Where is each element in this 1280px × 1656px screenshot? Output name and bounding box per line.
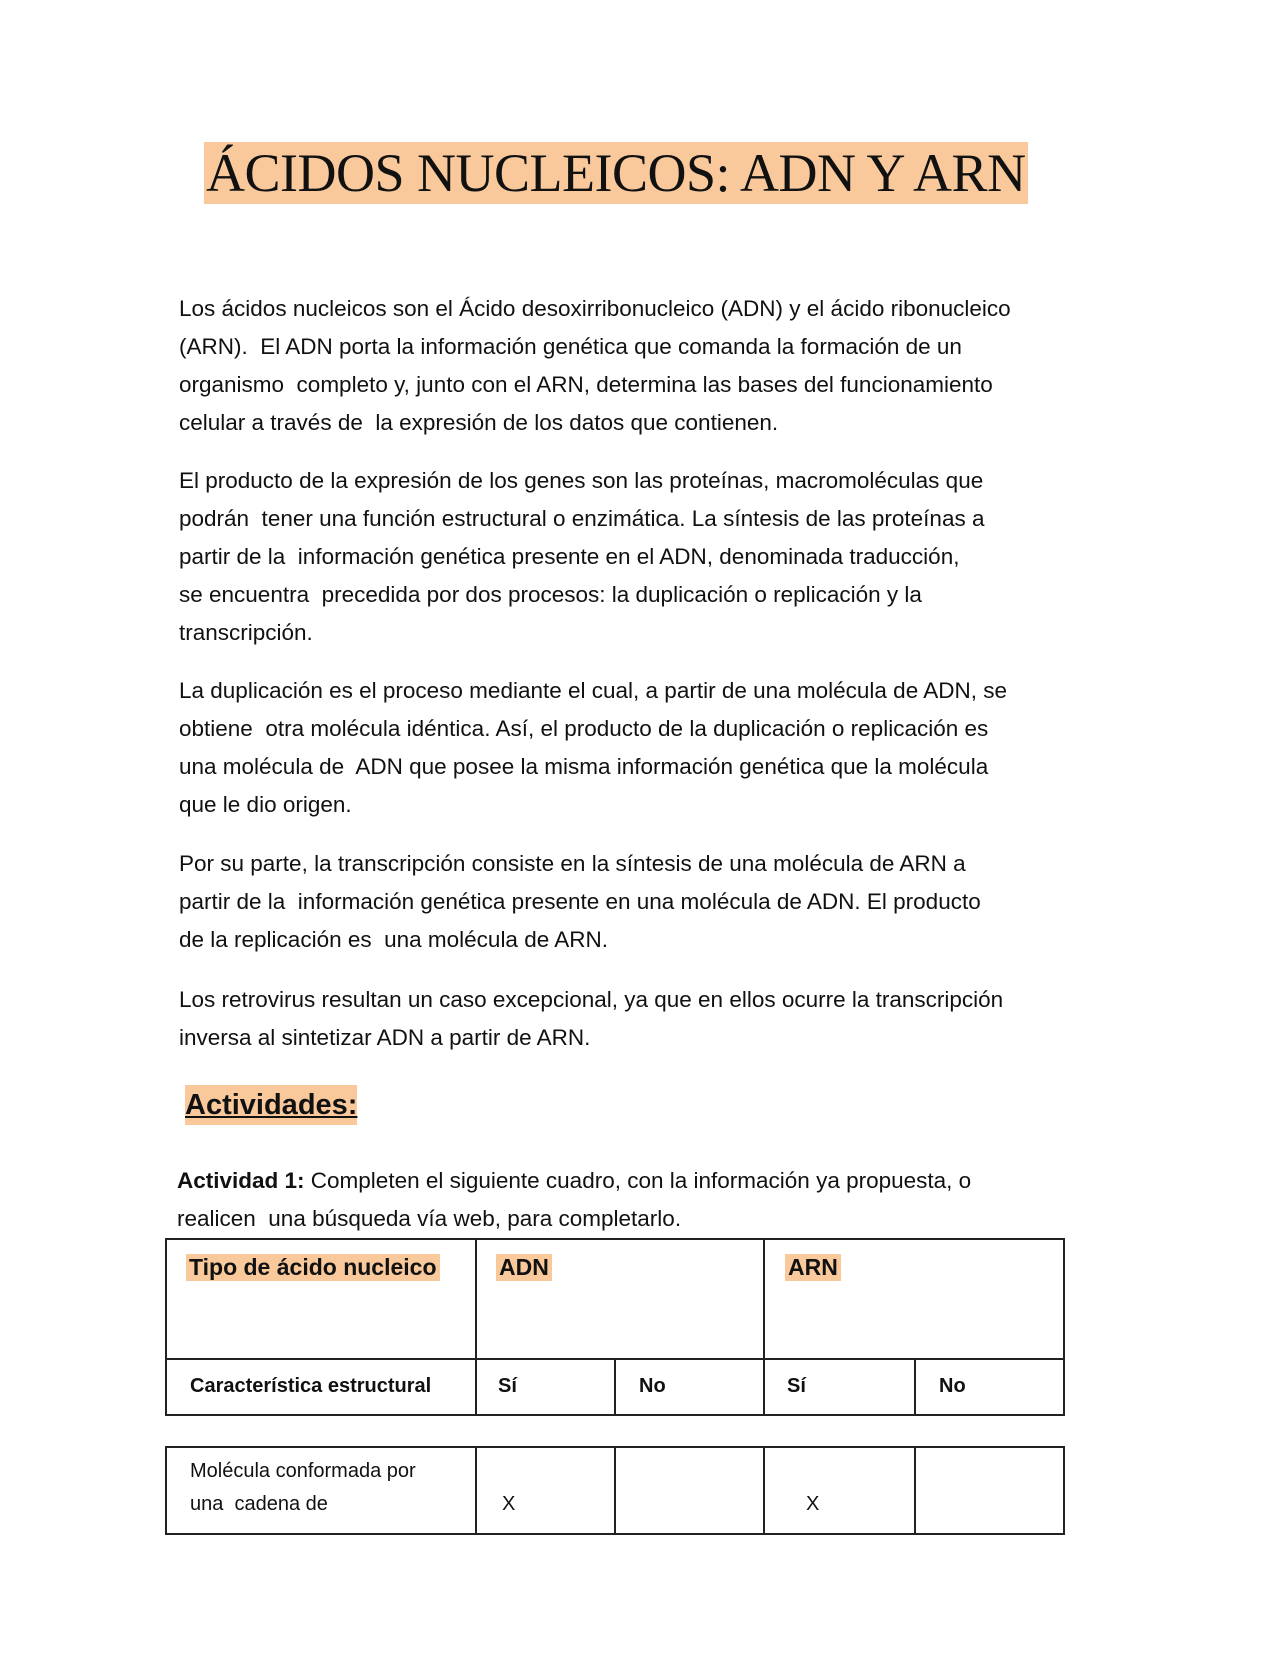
text-line: La duplicación es el proceso mediante el cual, a partir de una molécula de ADN, se	[179, 678, 1007, 703]
row-label: una cadena de	[190, 1493, 328, 1515]
table-cell	[763, 1446, 916, 1535]
text-line: El producto de la expresión de los genes son las proteínas, macromoléculas que	[179, 468, 984, 493]
text-line: Los ácidos nucleicos son el Ácido desoxirribonucleico (ADN) y el ácido ribonucleico	[179, 296, 1011, 321]
text-line: partir de la información genética presente en una molécula de ADN. El producto	[179, 889, 981, 914]
row-label: Molécula conformada por	[190, 1460, 416, 1482]
table-cell	[614, 1446, 765, 1535]
activities-heading: Actividades:	[185, 1085, 357, 1125]
subheader-arn-no: No	[939, 1375, 966, 1397]
table-cell	[914, 1446, 1065, 1535]
text-line: Los retrovirus resultan un caso excepcional, ya que en ellos ocurre la transcripción	[179, 987, 1004, 1012]
subheader-feature: Característica estructural	[190, 1375, 432, 1397]
text-line: que le dio origen.	[179, 792, 352, 817]
text-line: podrán tener una función estructural o enzimática. La síntesis de las proteínas a	[179, 506, 985, 531]
paragraph-5	[179, 981, 1099, 1057]
subheader-adn-no: No	[639, 1375, 666, 1397]
text-line: se encuentra precedida por dos procesos: la duplicación o replicación y la	[179, 582, 922, 607]
table-cell	[475, 1446, 616, 1535]
text-line: de la replicación es una molécula de ARN.	[179, 927, 608, 952]
activity-1-label: Actividad 1:	[177, 1168, 305, 1193]
header-arn: ARN	[785, 1254, 841, 1281]
text-line: Por su parte, la transcripción consiste en la síntesis de una molécula de ARN a	[179, 851, 966, 876]
header-type: Tipo de ácido nucleico	[186, 1254, 440, 1281]
page-title: ÁCIDOS NUCLEICOS: ADN Y ARN	[206, 143, 1026, 203]
table-cell	[614, 1358, 765, 1416]
text-line: una molécula de ADN que posee la misma información genética que la molécula	[179, 754, 989, 779]
paragraph-2	[179, 462, 1099, 652]
arn-yes-mark[interactable]: X	[806, 1493, 820, 1515]
activity-1-instructions	[177, 1162, 971, 1238]
text-line: celular a través de la expresión de los datos que contienen.	[179, 410, 779, 435]
table-cell	[475, 1358, 616, 1416]
paragraph-1	[179, 290, 1099, 442]
adn-yes-mark[interactable]: X	[502, 1493, 516, 1515]
text-line: partir de la información genética presente en el ADN, denominada traducción,	[179, 544, 960, 569]
table-cell	[763, 1358, 916, 1416]
header-adn: ADN	[496, 1254, 552, 1281]
text-line: inversa al sintetizar ADN a partir de ARN.	[179, 1025, 591, 1050]
subheader-arn-yes: Sí	[787, 1375, 806, 1397]
text-line: organismo completo y, junto con el ARN, determina las bases del funcionamiento	[179, 372, 993, 397]
text-line: obtiene otra molécula idéntica. Así, el producto de la duplicación o replicación es	[179, 716, 989, 741]
paragraph-3	[179, 672, 1099, 824]
paragraph-4	[179, 845, 1099, 959]
text-line: (ARN). El ADN porta la información genética que comanda la formación de un	[179, 334, 962, 359]
activity-1-text: realicen una búsqueda vía web, para completarlo.	[177, 1206, 682, 1231]
subheader-adn-yes: Sí	[498, 1375, 517, 1397]
activity-1-text: Completen el siguiente cuadro, con la información ya propuesta, o	[304, 1168, 972, 1193]
table-cell	[914, 1358, 1065, 1416]
text-line: transcripción.	[179, 620, 313, 645]
